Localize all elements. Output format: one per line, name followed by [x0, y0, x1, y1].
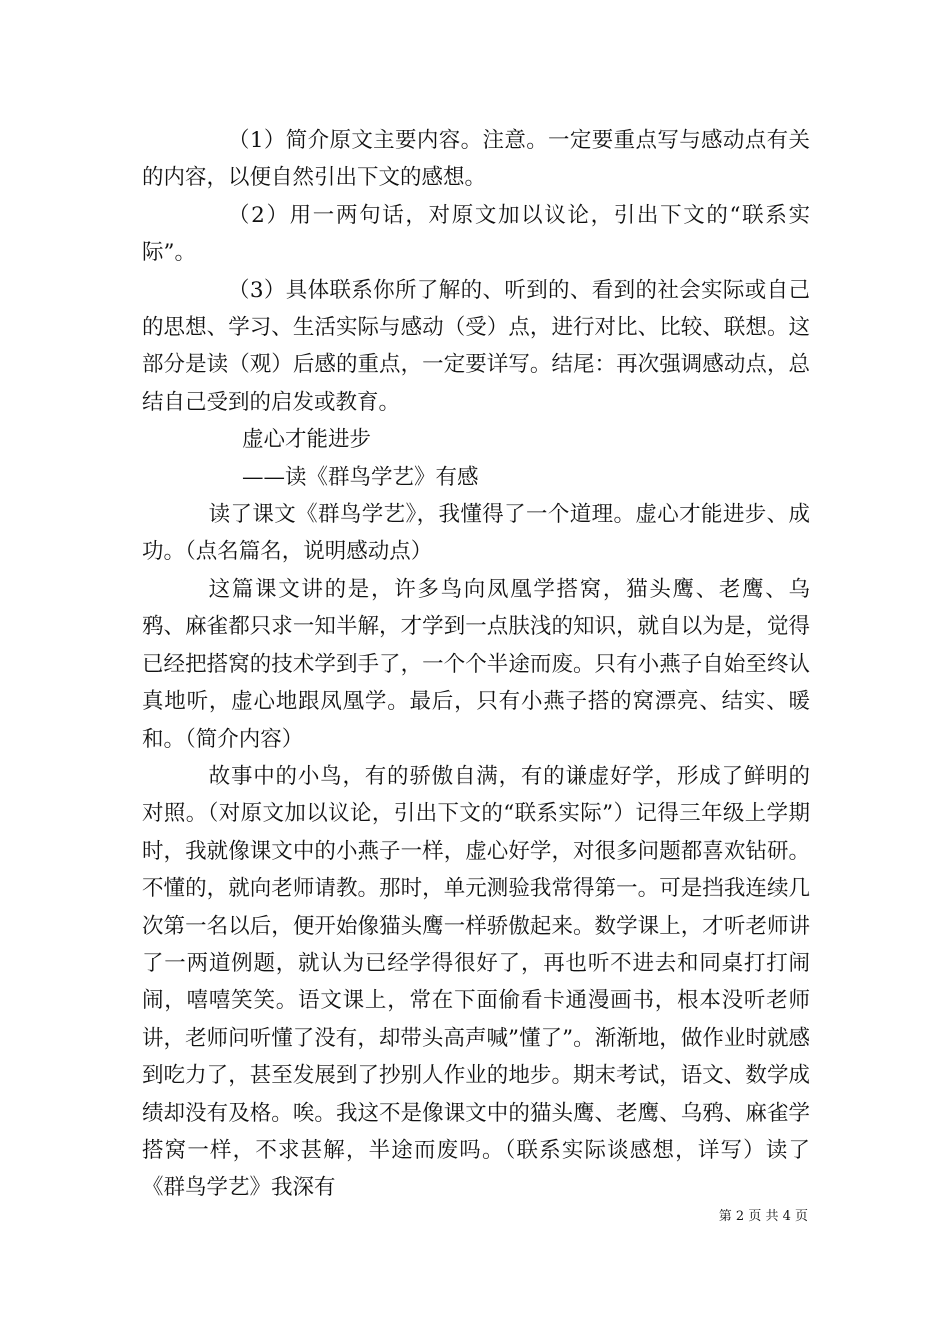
- essay-subtitle: ——读《群鸟学艺》有感: [242, 464, 479, 490]
- document-body: [142, 122, 810, 1207]
- guideline-paragraph-2: （2）用一两句话，对原文加以议论，引出下文的“联系实际”。: [142, 202, 810, 266]
- essay-title: 虚心才能进步: [242, 427, 372, 453]
- essay-paragraph-2: 这篇课文讲的是，许多鸟向凤凰学搭窝，猫头鹰、老鹰、乌鸦、麻雀都只求一知半解，才学到一点肤浅的知识，就自以为是，觉得已经把搭窝的技术学到手了，一个个半途而废。只有小燕子自始至终认真地听，虚心地跟凤凰学。最后，只有小燕子搭的窝漂亮、结实、暖和。（简介内容）: [142, 576, 810, 752]
- guideline-paragraph-1: （1）简介原文主要内容。注意。一定要重点写与感动点有关的内容，以便自然引出下文的感想。: [142, 128, 810, 191]
- page-number-footer: 第 2 页 共 4 页: [718, 1209, 808, 1224]
- essay-paragraph-1: 读了课文《群鸟学艺》，我懂得了一个道理。虚心才能进步、成功。（点名篇名，说明感动点）: [142, 502, 810, 565]
- essay-paragraph-3: 故事中的小鸟，有的骄傲自满，有的谦虚好学，形成了鲜明的对照。（对原文加以议论，引出下文的“联系实际”）记得三年级上学期时，我就像课文中的小燕子一样，虚心好学，对很多问题都喜欢钻研。不懂的，就向老师请教。那时，单元测验我常得第一。可是挡我连续几次第一名以后，便开始像猫头鹰一样骄傲起来。数学课上，才听老师讲了一两道例题，就认为已经学得很好了，再也听不进去和同桌打打闹闹，嘻嘻笑笑。语文课上，常在下面偷看卡通漫画书，根本没听老师讲，老师问听懂了没有，却带头高声喊”懂了”。渐渐地，做作业时就感到吃力了，甚至发展到了抄别人作业的地步。期末考试，语文、数学成绩却没有及格。唉。我这不是像课文中的猫头鹰、老鹰、乌鸦、麻雀学搭窝一样，不求甚解，半途而废吗。（联系实际谈感想，详写）读了《群鸟学艺》我深有: [142, 763, 810, 1201]
- guideline-paragraph-3: （3）具体联系你所了解的、听到的、看到的社会实际或自己的思想、学习、生活实际与感动（受）点，进行对比、比较、联想。这部分是读（观）后感的重点，一定要详写。结尾：再次强调感动点，总结自己受到的启发或教育。: [142, 277, 810, 415]
